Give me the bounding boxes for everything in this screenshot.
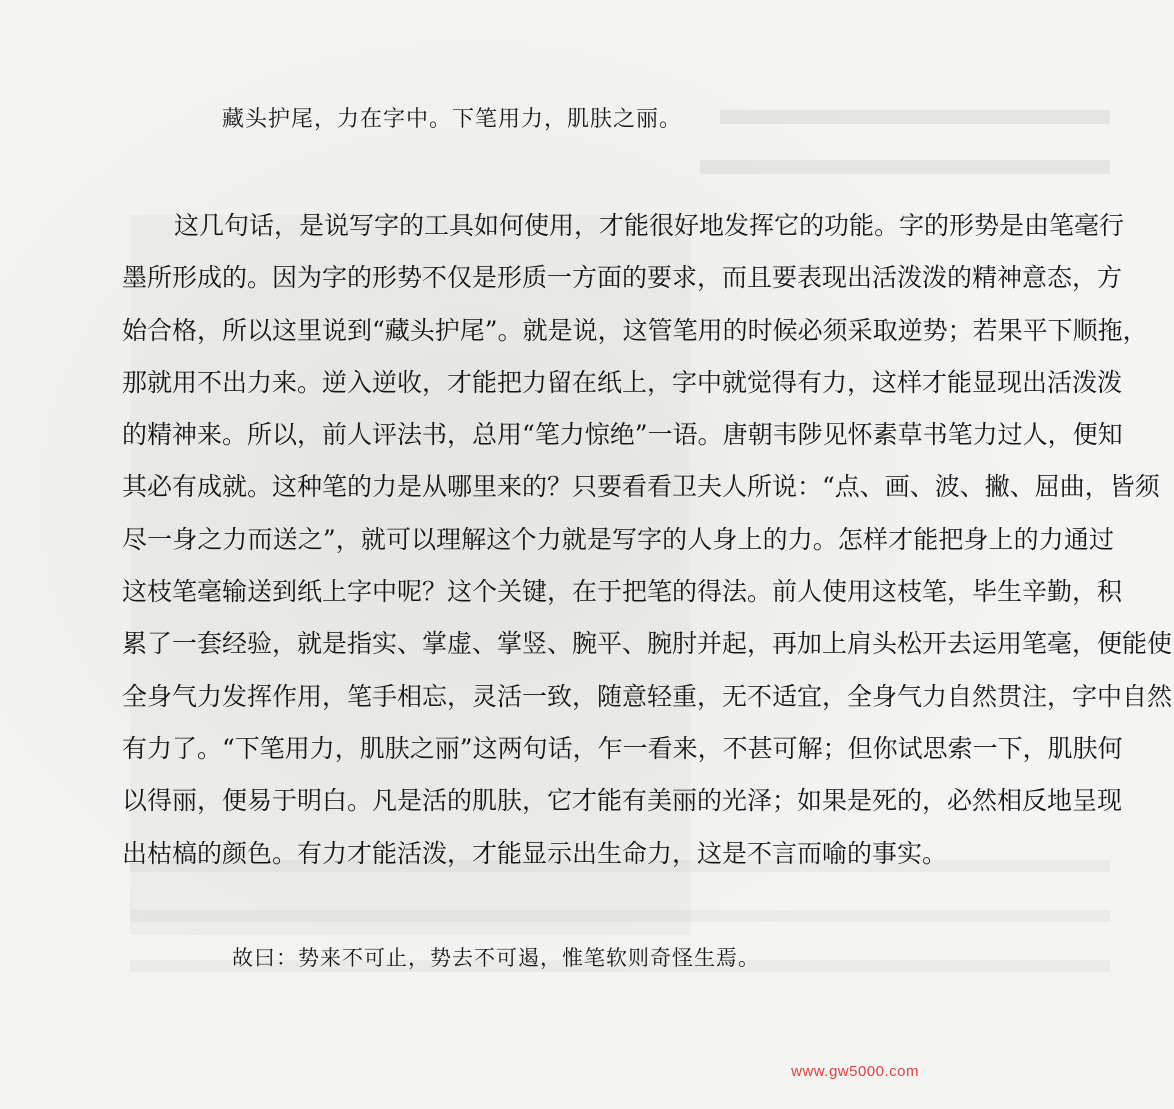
paragraph-line: 全身气力发挥作用，笔手相忘，灵活一致，随意轻重，无不适宜，全身气力自然贯注，字中自然 [122, 681, 1173, 711]
paragraph-line: 始合格，所以这里说到“藏头护尾”。就是说，这管笔用的时候必须采取逆势；若果平下顺拖， [122, 315, 1148, 345]
paragraph-line: 墨所形成的。因为字的形势不仅是形质一方面的要求，而且要表现出活泼泼的精神意态，方 [122, 263, 1123, 293]
site-watermark: www.gw5000.com [791, 1063, 919, 1080]
paragraph-line: 累了一套经验，就是指实、掌虚、掌竖、腕平、腕肘并起，再加上肩头松开去运用笔毫，便能使 [122, 629, 1173, 659]
quote-top: 藏头护尾，力在字中。下笔用力，肌肤之丽。 [222, 107, 683, 132]
paragraph-line: 以得丽，便易于明白。凡是活的肌肤，它才能有美丽的光泽；如果是死的，必然相反地呈现 [122, 786, 1123, 816]
show-through-line-1 [720, 110, 1110, 124]
show-through-line-2 [700, 160, 1110, 174]
paragraph-line: 尽一身之力而送之”，就可以理解这个力就是写字的人身上的力。怎样才能把身上的力通过 [122, 524, 1114, 554]
paragraph-line: 有力了。“下笔用力，肌肤之丽”这两句话，乍一看来，不甚可解；但你试思索一下，肌肤何 [122, 733, 1123, 763]
paragraph-line: 其必有成就。这种笔的力是从哪里来的？只要看看卫夫人所说：“点、画、波、撇、屈曲，皆须 [122, 472, 1160, 502]
paragraph-line: 那就用不出力来。逆入逆收，才能把力留在纸上，字中就觉得有力，这样才能显现出活泼泼 [122, 367, 1123, 397]
paragraph-line: 的精神来。所以，前人评法书，总用“笔力惊绝”一语。唐朝韦陟见怀素草书笔力过人，便知 [122, 420, 1123, 450]
paragraph-line: 这几句话，是说写字的工具如何使用，才能很好地发挥它的功能。字的形势是由笔毫行 [174, 211, 1125, 240]
quote-bottom: 故曰：势来不可止，势去不可遏，惟笔软则奇怪生焉。 [232, 946, 760, 970]
show-through-line-4 [130, 910, 1110, 922]
paragraph-line: 这枝笔毫输送到纸上字中呢？这个关键，在于把笔的得法。前人使用这枝笔，毕生辛勤，积 [122, 577, 1123, 607]
commentary-paragraph [122, 200, 1173, 880]
paragraph-line: 出枯槁的颜色。有力才能活泼，才能显示出生命力，这是不言而喻的事实。 [122, 838, 948, 868]
